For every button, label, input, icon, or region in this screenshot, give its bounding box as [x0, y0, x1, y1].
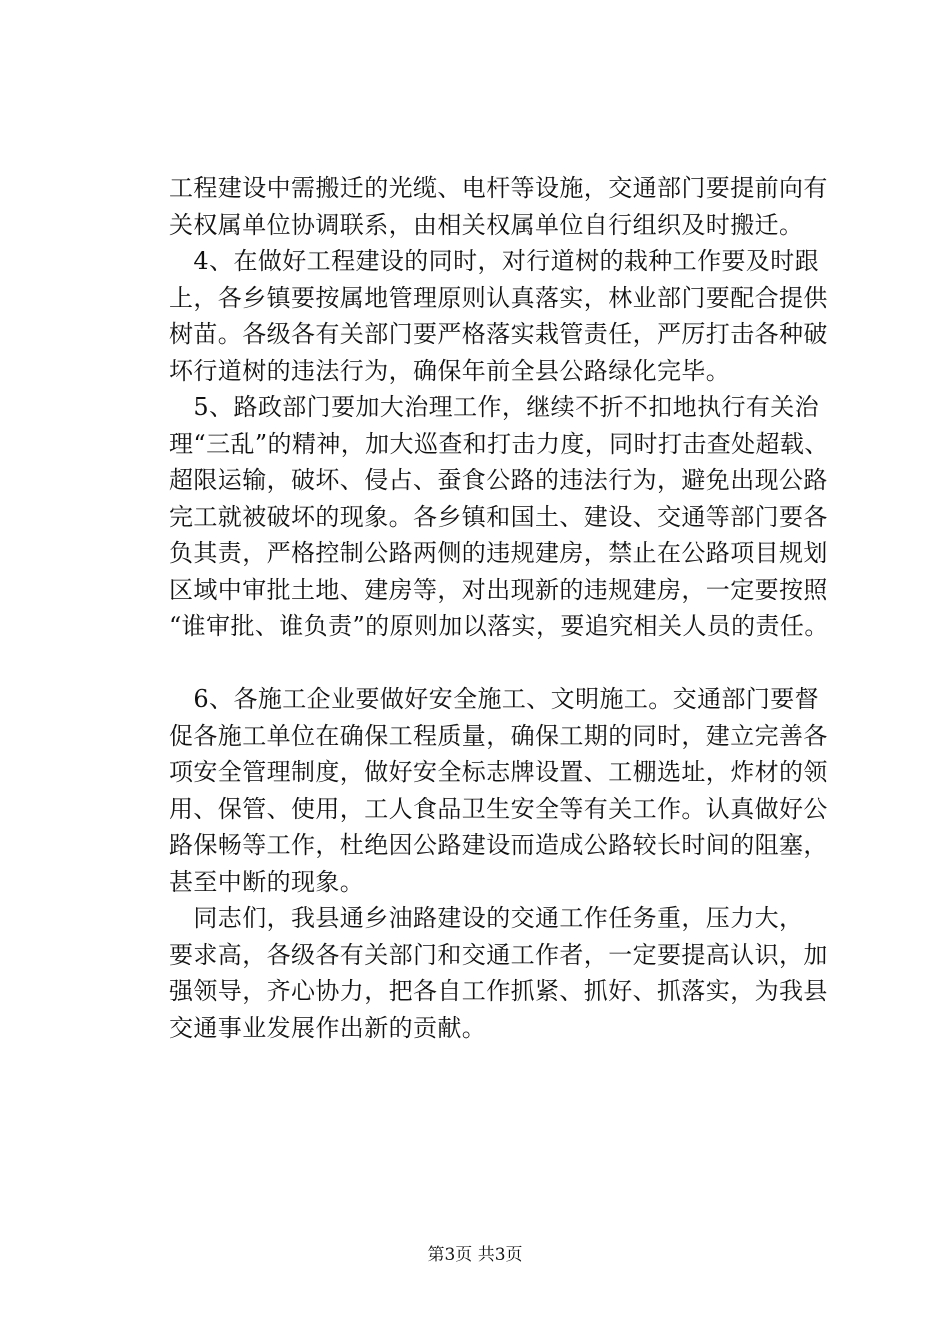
text-line: 用、保管、使用，工人食品卫生安全等有关工作。认真做好公	[169, 794, 828, 823]
text-line: 5、路政部门要加大治理工作，继续不折不扣地执行有关治	[169, 393, 820, 421]
text-line: 路保畅等工作，杜绝因公路建设而造成公路较长时间的阻塞，	[169, 831, 828, 859]
document-body	[169, 170, 859, 1046]
text-line: “谁审批、谁负责”的原则加以落实，要追究相关人员的责任。	[169, 612, 829, 640]
text-line: 强领导，齐心协力，把各自工作抓紧、抓好、抓落实，为我县	[169, 977, 828, 1005]
text-line: 工程建设中需搬迁的光缆、电杆等设施，交通部门要提前向有	[169, 174, 828, 202]
text-line: 交通事业发展作出新的贡献。	[169, 1013, 487, 1042]
text-line: 坏行道树的违法行为，确保年前全县公路绿化完毕。	[169, 356, 731, 385]
text-line: 6、各施工企业要做好安全施工、文明施工。交通部门要督	[169, 685, 820, 713]
text-line: 甚至中断的现象。	[169, 867, 365, 896]
text-line: 关权属单位协调联系，由相关权属单位自行组织及时搬迁。	[169, 210, 804, 239]
text-line: 上，各乡镇要按属地管理原则认真落实，林业部门要配合提供	[169, 283, 828, 312]
text-line: 理“三乱”的精神，加大巡查和打击力度，同时打击查处超载、	[169, 429, 829, 458]
text-line: 完工就被破坏的现象。各乡镇和国土、建设、交通等部门要各	[169, 502, 828, 531]
blank-line	[169, 645, 859, 682]
text-line: 要求高，各级各有关部门和交通工作者，一定要提高认识，加	[169, 940, 828, 969]
text-line: 区域中审批土地、建房等，对出现新的违规建房，一定要按照	[169, 575, 828, 604]
text-line: 项安全管理制度，做好安全标志牌设置、工棚选址，炸材的领	[169, 758, 828, 786]
text-line: 4、在做好工程建设的同时，对行道树的栽种工作要及时跟	[169, 247, 820, 275]
text-line: 树苗。各级各有关部门要严格落实栽管责任，严厉打击各种破	[169, 320, 828, 348]
text-line: 促各施工单位在确保工程质量，确保工期的同时，建立完善各	[169, 721, 828, 750]
text-line: 负其责，严格控制公路两侧的违规建房，禁止在公路项目规划	[169, 539, 828, 567]
text-line: 超限运输，破坏、侵占、蚕食公路的违法行为，避免出现公路	[169, 466, 828, 494]
text-line: 同志们，我县通乡油路建设的交通工作任务重，压力大，	[169, 904, 804, 932]
page-number-footer: 第3页 共3页	[427, 1245, 523, 1265]
